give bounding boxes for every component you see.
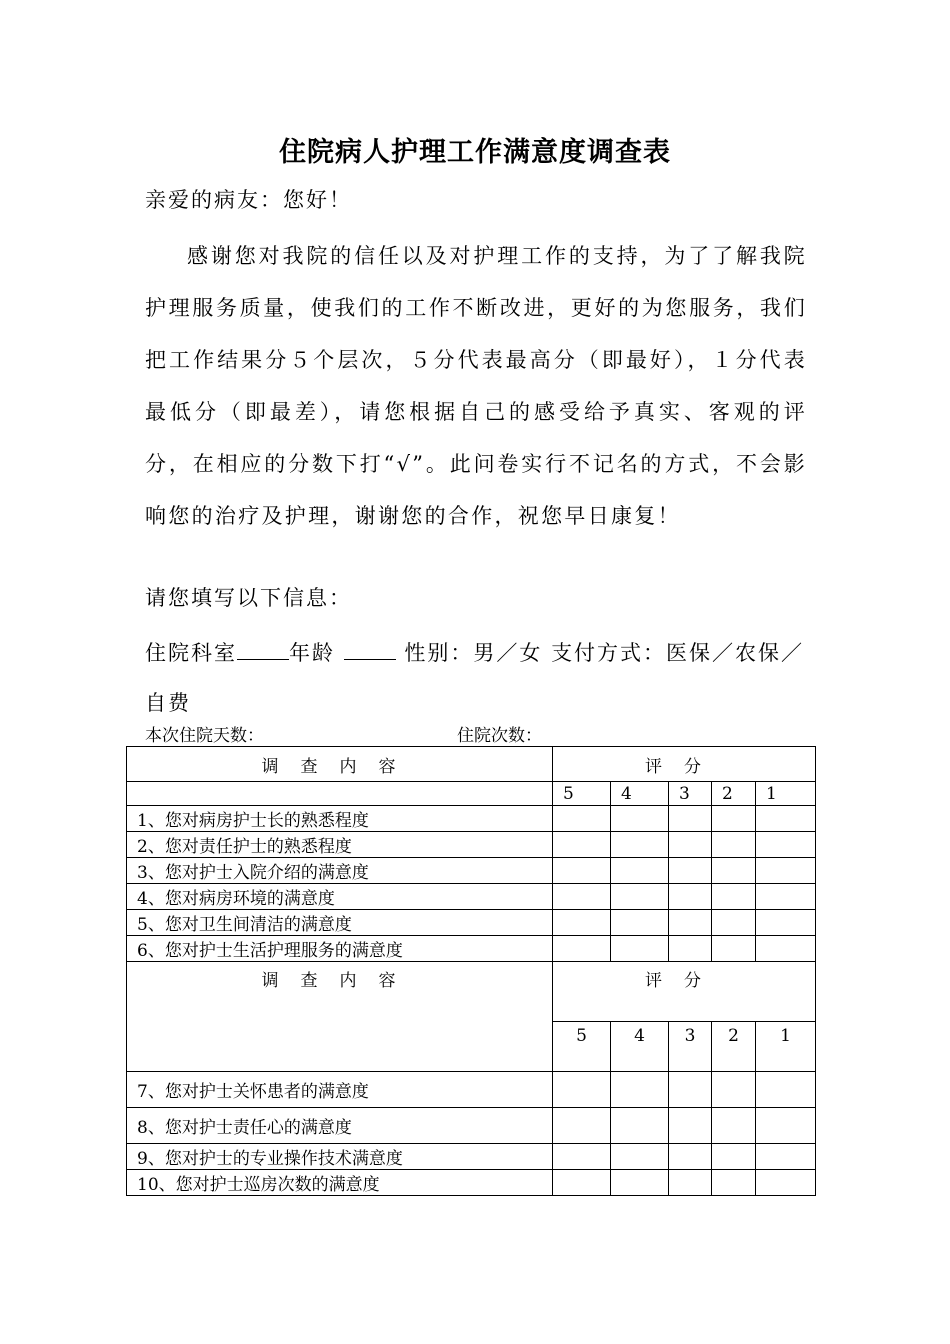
score-cell[interactable] [611, 1170, 669, 1196]
score-cell[interactable] [756, 1108, 816, 1144]
score-cell[interactable] [756, 1170, 816, 1196]
score-cell[interactable] [756, 910, 816, 936]
score-header: 评分 [553, 747, 816, 782]
score-cell[interactable] [712, 1144, 756, 1170]
score-cell[interactable] [669, 1072, 712, 1108]
stay-line [145, 721, 542, 746]
score-cell[interactable] [712, 936, 756, 962]
score-label: 2 [712, 782, 756, 806]
score-cell[interactable] [712, 1108, 756, 1144]
score-cell[interactable] [553, 806, 611, 832]
department-label: 住院科室 [145, 641, 237, 665]
table-row [127, 1170, 816, 1196]
question-text: 10、您对护士巡房次数的满意度 [127, 1170, 553, 1196]
score-label: 5 [553, 1022, 611, 1072]
score-cell[interactable] [669, 858, 712, 884]
score-cell[interactable] [553, 1170, 611, 1196]
fill-prompt: 请您填写以下信息： [145, 586, 352, 610]
question-text: 8、您对护士责任心的满意度 [127, 1108, 553, 1144]
score-cell[interactable] [553, 910, 611, 936]
table-row [127, 806, 816, 832]
score-header: 评分 [553, 962, 816, 1022]
score-cell[interactable] [712, 806, 756, 832]
table-row [127, 832, 816, 858]
score-label: 4 [611, 1022, 669, 1072]
department-blank[interactable] [237, 637, 289, 660]
score-cell[interactable] [756, 884, 816, 910]
table-row [127, 858, 816, 884]
score-cell[interactable] [712, 858, 756, 884]
score-cell[interactable] [756, 858, 816, 884]
score-cell[interactable] [712, 884, 756, 910]
score-cell[interactable] [611, 910, 669, 936]
score-cell[interactable] [553, 1144, 611, 1170]
score-label: 1 [756, 1022, 816, 1072]
age-label: 年龄 [289, 641, 335, 665]
score-cell[interactable] [669, 1170, 712, 1196]
score-label: 3 [669, 1022, 712, 1072]
score-cell[interactable] [553, 884, 611, 910]
score-label: 1 [756, 782, 816, 806]
question-text: 4、您对病房环境的满意度 [127, 884, 553, 910]
score-cell[interactable] [756, 806, 816, 832]
gender-options[interactable]: 性别：男／女 [404, 641, 543, 665]
question-text: 2、您对责任护士的熟悉程度 [127, 832, 553, 858]
stay-count-label: 住院次数： [457, 726, 542, 746]
score-cell[interactable] [669, 806, 712, 832]
score-cell[interactable] [553, 832, 611, 858]
score-cell[interactable] [712, 832, 756, 858]
question-text: 1、您对病房护士长的熟悉程度 [127, 806, 553, 832]
score-label: 5 [553, 782, 611, 806]
payment-options[interactable]: 支付方式：医保／农保／自费 [145, 641, 805, 715]
question-text: 6、您对护士生活护理服务的满意度 [127, 936, 553, 962]
score-cell[interactable] [756, 936, 816, 962]
score-cell[interactable] [553, 1072, 611, 1108]
content-header: 调查内容 [127, 747, 553, 782]
question-text: 7、您对护士关怀患者的满意度 [127, 1072, 553, 1108]
score-cell[interactable] [669, 1108, 712, 1144]
score-cell[interactable] [669, 910, 712, 936]
question-text: 3、您对护士入院介绍的满意度 [127, 858, 553, 884]
stay-days-label: 本次住院天数： [145, 726, 264, 746]
score-cell[interactable] [611, 884, 669, 910]
score-cell[interactable] [611, 832, 669, 858]
score-cell[interactable] [712, 910, 756, 936]
table-row [127, 884, 816, 910]
form-title: 住院病人护理工作满意度调查表 [279, 137, 671, 168]
score-cell[interactable] [611, 1072, 669, 1108]
score-cell[interactable] [712, 1072, 756, 1108]
table-row [127, 1072, 816, 1108]
score-cell[interactable] [756, 1144, 816, 1170]
score-cell[interactable] [611, 936, 669, 962]
table-row [127, 1108, 816, 1144]
question-text: 9、您对护士的专业操作技术满意度 [127, 1144, 553, 1170]
age-blank[interactable] [344, 637, 396, 660]
score-cell[interactable] [669, 832, 712, 858]
score-cell[interactable] [669, 884, 712, 910]
table-row [127, 1144, 816, 1170]
score-label: 4 [611, 782, 669, 806]
table-row [127, 936, 816, 962]
content-header: 调查内容 [127, 962, 553, 1072]
table-row [127, 910, 816, 936]
survey-table-part2 [126, 961, 816, 1196]
score-cell[interactable] [611, 1144, 669, 1170]
header-blank-cell [127, 782, 553, 806]
score-cell[interactable] [553, 858, 611, 884]
score-cell[interactable] [669, 936, 712, 962]
score-cell[interactable] [611, 858, 669, 884]
score-cell[interactable] [712, 1170, 756, 1196]
score-cell[interactable] [611, 806, 669, 832]
score-cell[interactable] [756, 832, 816, 858]
score-cell[interactable] [553, 1108, 611, 1144]
score-label: 2 [712, 1022, 756, 1072]
survey-table-part1 [126, 746, 816, 962]
question-text: 5、您对卫生间清洁的满意度 [127, 910, 553, 936]
greeting: 亲爱的病友：您好！ [145, 188, 352, 212]
intro-paragraph: 感谢您对我院的信任以及对护理工作的支持，为了了解我院护理服务质量，使我们的工作不断改进，更好的为您服务，我们把工作结果分５个层次，５分代表最高分（即最好），１分代表最低分（即最差），请您根据自己的感受给予真实、客观的评分，在相应的分数下打“√”。此问卷实行不记名的方式，不会影响您的治疗及护理，谢谢您的合作，祝您早日康复！ [145, 244, 807, 528]
score-cell[interactable] [611, 1108, 669, 1144]
score-cell[interactable] [553, 936, 611, 962]
score-label: 3 [669, 782, 712, 806]
score-cell[interactable] [756, 1072, 816, 1108]
info-line [145, 628, 807, 728]
score-cell[interactable] [669, 1144, 712, 1170]
